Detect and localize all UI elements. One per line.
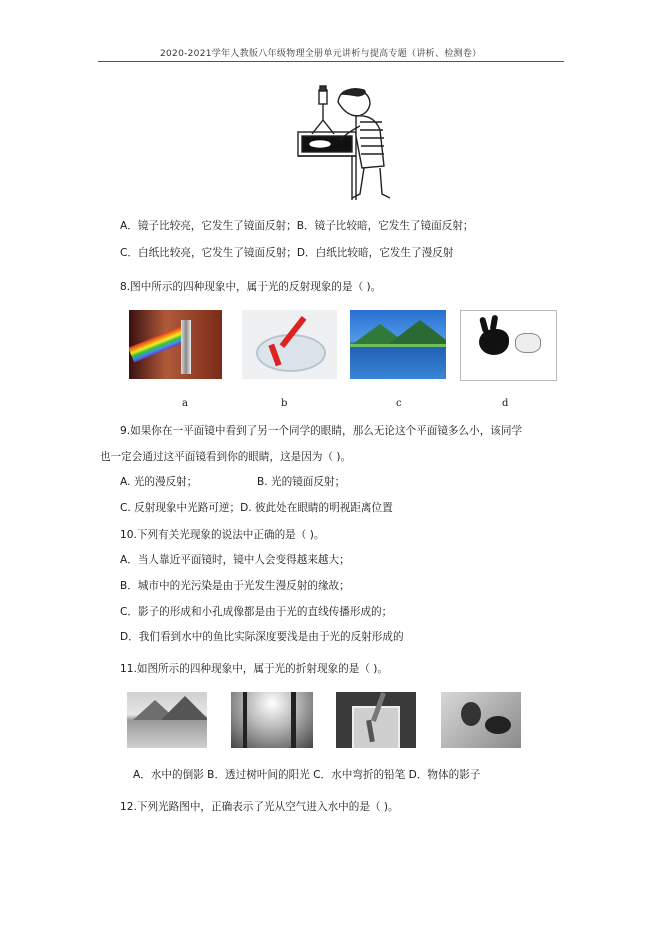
q8-image-b-straw-in-water <box>242 310 337 379</box>
q7-option-ab: A．镜子比较亮，它发生了镜面反射；B．镜子比较暗，它发生了镜面反射； <box>120 220 474 232</box>
q11-image-a-reflection <box>127 692 207 748</box>
q9-option-b: B. 光的镜面反射； <box>257 476 346 488</box>
q9-stem-line2: 也一定会通过这平面镜看到你的眼睛，这是因为（ )。 <box>100 451 352 463</box>
q11-stem: 11.如图所示的四种现象中，属于光的折射现象的是（ )。 <box>120 663 389 675</box>
header-rule <box>98 61 564 62</box>
q8-caption-d: d <box>502 398 509 409</box>
q8-caption-c: c <box>396 398 402 409</box>
q11-image-b-sunlight-through-trees <box>231 692 313 748</box>
q10-option-c: C．影子的形成和小孔成像都是由于光的直线传播形成的； <box>120 606 393 618</box>
q12-stem: 12.下列光路图中，正确表示了光从空气进入水中的是（ )。 <box>120 801 399 813</box>
boy-flashlight-figure <box>290 80 400 205</box>
q10-option-d: D．我们看到水中的鱼比实际深度要浅是由于光的反射形成的 <box>120 631 404 643</box>
q10-option-a: A．当人靠近平面镜时，镜中人会变得越来越大； <box>120 554 350 566</box>
q9-option-a: A. 光的漫反射； <box>120 476 198 488</box>
q8-image-d-hand-shadow <box>460 310 557 381</box>
q8-stem: 8.图中所示的四种现象中，属于光的反射现象的是（ )。 <box>120 281 382 293</box>
q8-image-c-mountain-reflection <box>350 310 446 379</box>
q7-option-cd: C．白纸比较亮，它发生了镜面反射；D．白纸比较暗，它发生了漫反射 <box>120 247 454 259</box>
q11-options-caption: A．水中的倒影 B．透过树叶间的阳光 C．水中弯折的铅笔 D．物体的影子 <box>133 769 481 781</box>
q11-image-c-bent-pencil <box>336 692 416 748</box>
q9-option-cd: C. 反射现象中光路可逆；D. 彼此处在眼睛的明视距离位置 <box>120 502 393 514</box>
q11-image-d-shadow <box>441 692 521 748</box>
q9-stem-line1: 9.如果你在一平面镜中看到了另一个同学的眼睛，那么无论这个平面镜多么小，该同学 <box>120 425 523 437</box>
page-header: 2020-2021学年人教版八年级物理全册单元讲析与提高专题（讲析、检测卷） <box>160 49 482 59</box>
q10-option-b: B．城市中的光污染是由于光发生漫反射的缘故； <box>120 580 350 592</box>
q10-stem: 10.下列有关光现象的说法中正确的是（ )。 <box>120 529 325 541</box>
q8-image-a-prism <box>129 310 222 379</box>
q8-caption-b: b <box>281 398 288 409</box>
q8-caption-a: a <box>182 398 188 409</box>
